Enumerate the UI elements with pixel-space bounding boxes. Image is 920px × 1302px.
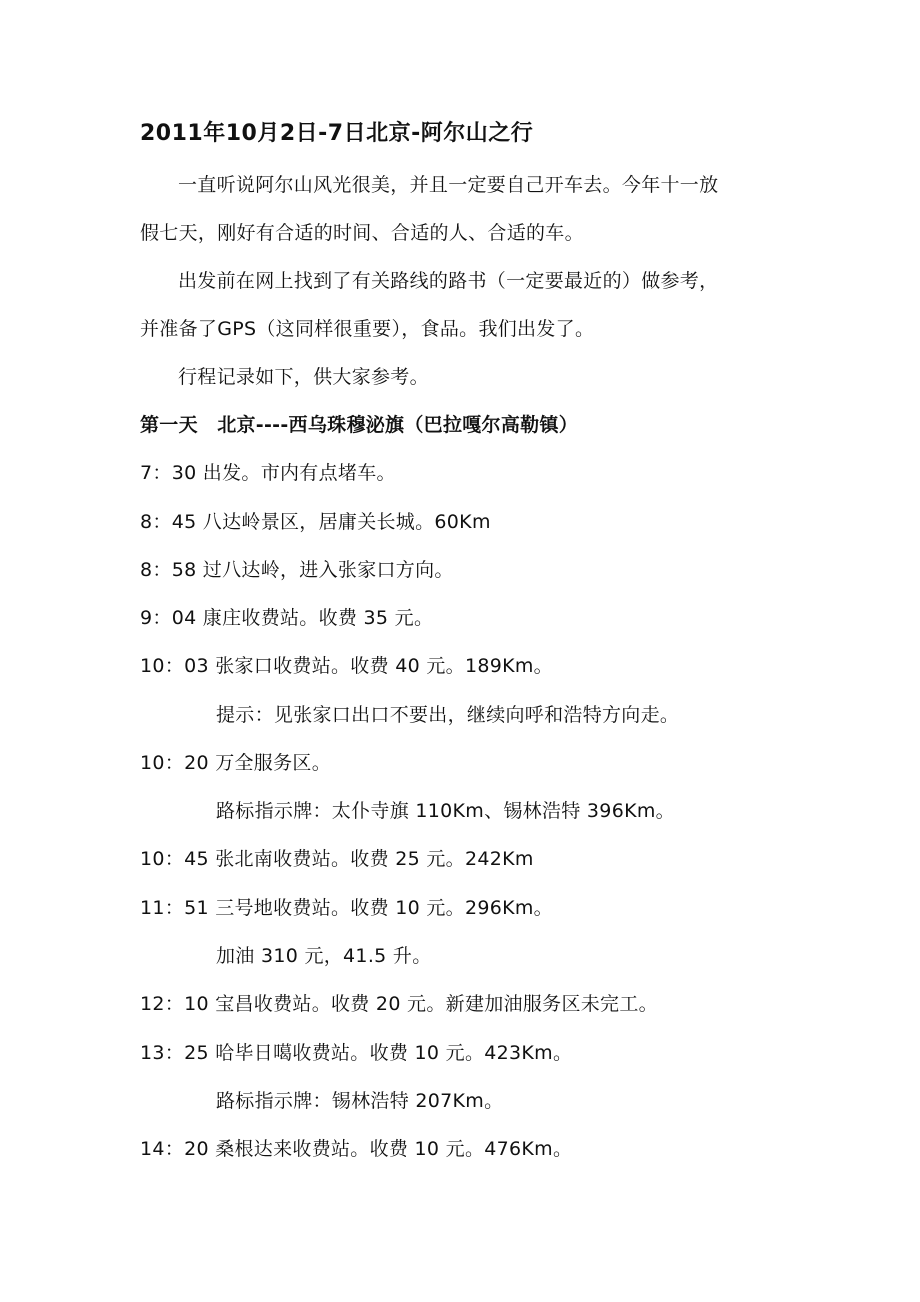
intro-line-3: 出发前在网上找到了有关路线的路书（一定要最近的）做参考， xyxy=(178,270,719,292)
intro-line-2: 假七天，刚好有合适的时间、合适的人、合适的车。 xyxy=(140,222,584,244)
log-entry: 8：58 过八达岭，进入张家口方向。 xyxy=(140,559,454,581)
log-note: 路标指示牌：太仆寺旗 110Km、锡林浩特 396Km。 xyxy=(216,800,675,822)
log-entry: 10：20 万全服务区。 xyxy=(140,752,331,774)
day-one-heading: 第一天 北京----西乌珠穆泌旗（巴拉嘎尔高勒镇） xyxy=(140,414,579,436)
log-entry: 11：51 三号地收费站。收费 10 元。296Km。 xyxy=(140,897,553,919)
log-note: 路标指示牌：锡林浩特 207Km。 xyxy=(216,1090,504,1112)
intro-line-1: 一直听说阿尔山风光很美，并且一定要自己开车去。今年十一放 xyxy=(178,174,719,196)
intro-line-5: 行程记录如下，供大家参考。 xyxy=(178,366,429,388)
log-entry: 10：45 张北南收费站。收费 25 元。242Km xyxy=(140,848,534,870)
log-note: 加油 310 元，41.5 升。 xyxy=(216,945,432,967)
log-entry: 7：30 出发。市内有点堵车。 xyxy=(140,462,396,484)
log-entry: 14：20 桑根达来收费站。收费 10 元。476Km。 xyxy=(140,1138,573,1160)
log-entry: 12：10 宝昌收费站。收费 20 元。新建加油服务区未完工。 xyxy=(140,993,658,1015)
log-entry: 10：03 张家口收费站。收费 40 元。189Km。 xyxy=(140,655,553,677)
intro-line-4: 并准备了GPS（这同样很重要），食品。我们出发了。 xyxy=(140,318,595,340)
log-note: 提示：见张家口出口不要出，继续向呼和浩特方向走。 xyxy=(216,704,680,726)
document-title: 2011年10月2日-7日北京-阿尔山之行 xyxy=(140,121,534,146)
log-entry: 13：25 哈毕日噶收费站。收费 10 元。423Km。 xyxy=(140,1042,573,1064)
log-entry: 8：45 八达岭景区，居庸关长城。60Km xyxy=(140,511,491,533)
log-entry: 9：04 康庄收费站。收费 35 元。 xyxy=(140,607,434,629)
